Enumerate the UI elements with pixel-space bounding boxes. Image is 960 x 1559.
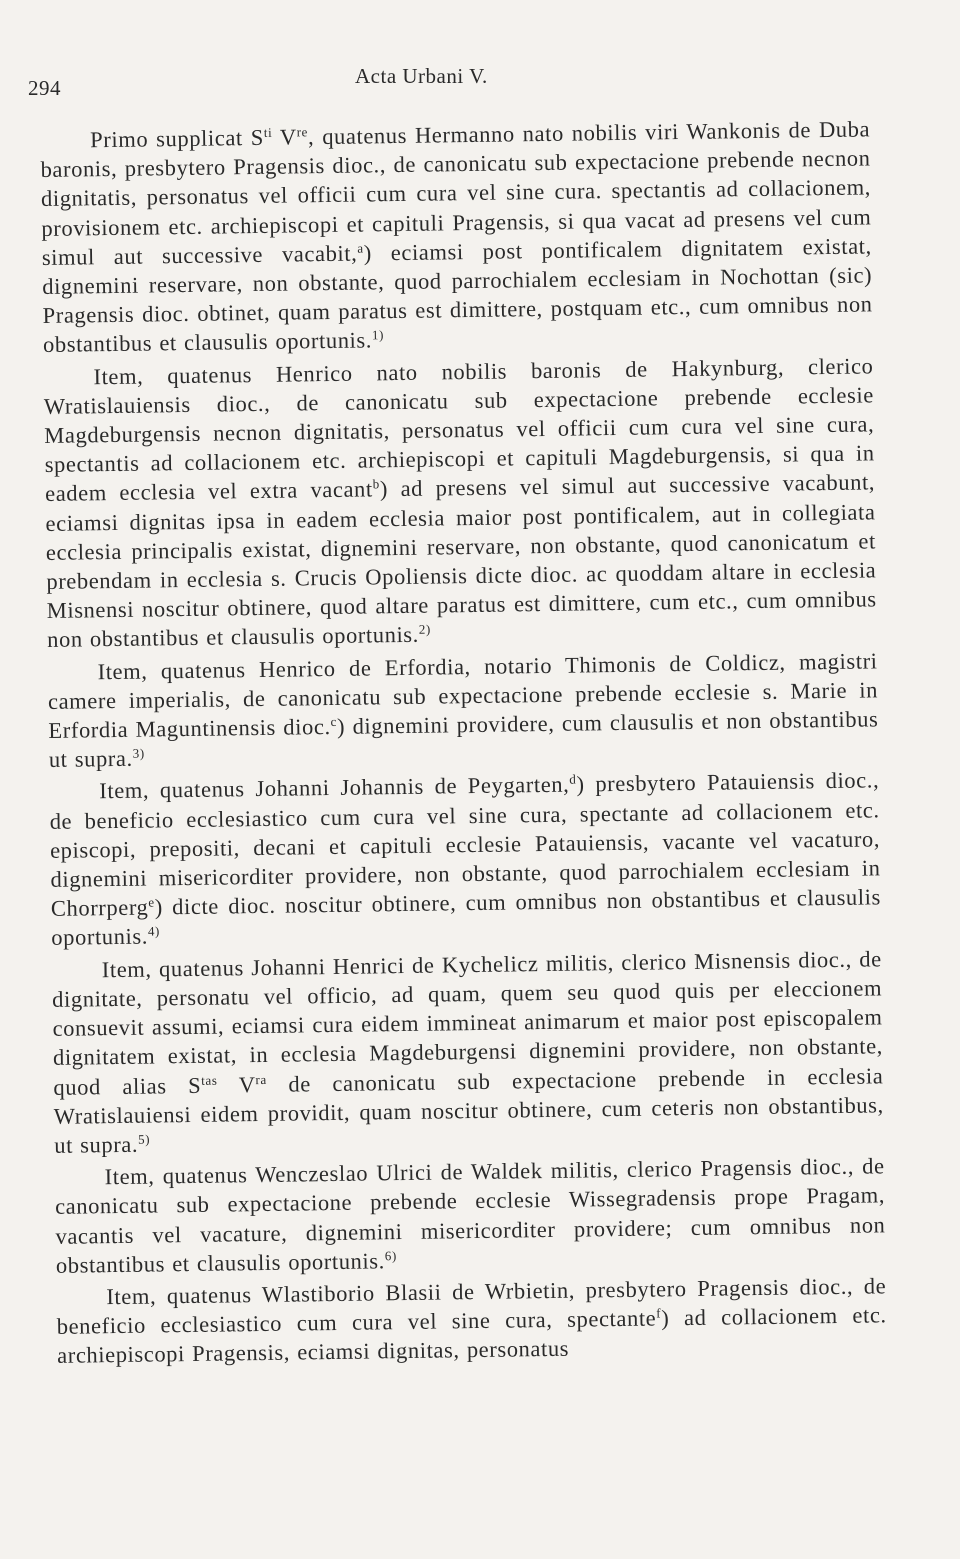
paragraph-text: , quatenus Hermanno nato nobilis viri Wankonis de Duba baronis, presbytero Pragensis dioc., de canonicatu sub expectacione prebende necnon dignitatis, personatus vel officii cum cura vel sine cura. spectantis ad collacionem, provisionem etc. archiepiscopi et capituli Pragensis, si qua vacat ad presens vel cum simul aut successive vacabit,	[40, 116, 872, 270]
paragraph-text: ) ad collacionem etc. archiepiscopi Pragensis, eciamsi dignitas, personatus	[56, 1302, 887, 1369]
footnote-marker: e	[148, 894, 155, 910]
paragraph-text: Item, quatenus Johanni Johannis de Peygarten,	[99, 772, 570, 804]
footnote-marker: f	[656, 1305, 662, 1321]
supplication-paragraph	[49, 766, 881, 953]
footnote-marker: 3)	[132, 745, 145, 762]
page-number: 294	[28, 76, 61, 100]
footnote-marker: 1)	[371, 327, 385, 343]
footnote-marker: 5)	[137, 1131, 151, 1147]
supplication-paragraph	[43, 351, 877, 655]
footnote-marker: ra	[255, 1071, 267, 1087]
page-header-title: Acta Urbani V.	[355, 64, 488, 88]
paragraph-text: ) presbytero Patauiensis dioc., de beneficio ecclesiastico cum cura vel sine cura, spectante ad collacionem etc. episcopi, prepositi, decani et capituli ecclesie Patauiensis, vacante vel vacaturo, dignemini misericorditer providere, non obstante, quod parrochialem ecclesiam in Chorrperg	[49, 767, 881, 922]
footnote-marker: d	[569, 772, 577, 788]
supplication-paragraph	[56, 1271, 887, 1370]
footnote-marker: a	[357, 240, 364, 256]
paragraph-text: Item, quatenus Wenczeslao Ulrici de Waldek militis, clerico Pragensis dioc., de canonicatu sub expectacione prebende ecclesie Wissegradensis prope Pragam, vacantis vel vacature, dignemini misericorditer providere; cum omnibus non obstantibus et clausulis oportunis.	[54, 1153, 886, 1278]
footnote-marker: 2)	[418, 622, 431, 638]
paragraph-text: Item, quatenus Johanni Henrici de Kychelicz militis, clerico Misnensis dioc., de dignitate, personatu vel officio, ad quam, quem seu quod quis per eleccionem consuevit assumi, eciamsi cura eidem immineat animarum et maior post episcopalem dignitatem existat, in ecclesia Magdeburgensi dignemini providere, non obstante, quod alias S	[52, 946, 884, 1100]
paragraph-text: de canonicatu sub expectacione prebende in ecclesia Wratislauiensi eidem providit, quam noscitur obtinere, cum ceteris non obstantibus, ut supra.	[53, 1062, 884, 1158]
paragraph-text: ) dicte dioc. noscitur obtinere, cum omnibus non obstantibus et clausulis oportunis.	[51, 884, 882, 951]
footnote-marker: re	[296, 124, 309, 140]
body-text	[40, 114, 887, 1370]
footnote-marker: ti	[263, 124, 273, 140]
paragraph-text: V	[217, 1071, 256, 1098]
supplication-paragraph	[40, 114, 873, 359]
supplication-paragraph	[47, 646, 879, 774]
supplication-paragraph	[52, 944, 885, 1160]
footnote-marker: 6)	[384, 1247, 397, 1264]
paragraph-text: ) ad presens vel simul aut successive vacabunt, eciamsi dignitas ipsa in eadem ecclesia maior post pontificalem, aut in collegiata ecclesia principalis existat, dignemini reservare, non obstante, quod canonicatum et prebendam in ecclesia s. Crucis Opoliensis dicte dioc. ac quoddam altare in ecclesia Misnensi noscitur obtinere, quod altare paratus est dimittere, cum etc., cum omnibus non obstantibus et clausulis oportunis.	[45, 469, 877, 653]
supplication-paragraph	[54, 1151, 886, 1279]
footnote-marker: tas	[201, 1072, 218, 1088]
running-head	[28, 58, 870, 100]
footnote-marker: c	[330, 713, 338, 730]
footnote-marker: b	[372, 476, 380, 492]
footnote-marker: 4)	[147, 923, 161, 940]
paragraph-text: Item, quatenus Wlastiborio Blasii de Wrbietin, presbytero Pragensis dioc., de beneficio ecclesiastico cum cura vel sine cura, spectante	[56, 1273, 887, 1340]
paragraph-text: ) eciamsi post pontificalem dignitatem existat, dignemini reservare, non obstante, quod parrochialem ecclesiam in Nochottan (sic) Pragensis dioc. obtinet, quam paratus est dimittere, postquam etc., cum omnibus non obstantibus et clausulis oportunis.	[42, 233, 873, 358]
paragraph-text: Item, quatenus Henrico de Erfordia, notario Thimonis de Coldicz, magistri camere imperialis, de canonicatu sub expectacione prebende ecclesie s. Marie in Erfordia Maguntinensis dioc.	[47, 648, 879, 744]
paragraph-text: V	[272, 124, 297, 150]
paragraph-text: ) dignemini providere, cum clausulis et non obstantibus ut supra.	[48, 706, 879, 773]
paragraph-text: Primo supplicat S	[90, 124, 265, 153]
paragraph-text: Item, quatenus Henrico nato nobilis baronis de Hakynburg, clerico Wratislauiensis dioc., de canonicatu sub expectacione prebende ecclesie Magdeburgensis necnon dignitatis, personatus vel officii cum cura vel sine cura, spectantis ad collacionem etc. archiepiscopi et capituli Magdeburgensis, si qua in eadem ecclesia vel extra vacant	[43, 353, 875, 507]
